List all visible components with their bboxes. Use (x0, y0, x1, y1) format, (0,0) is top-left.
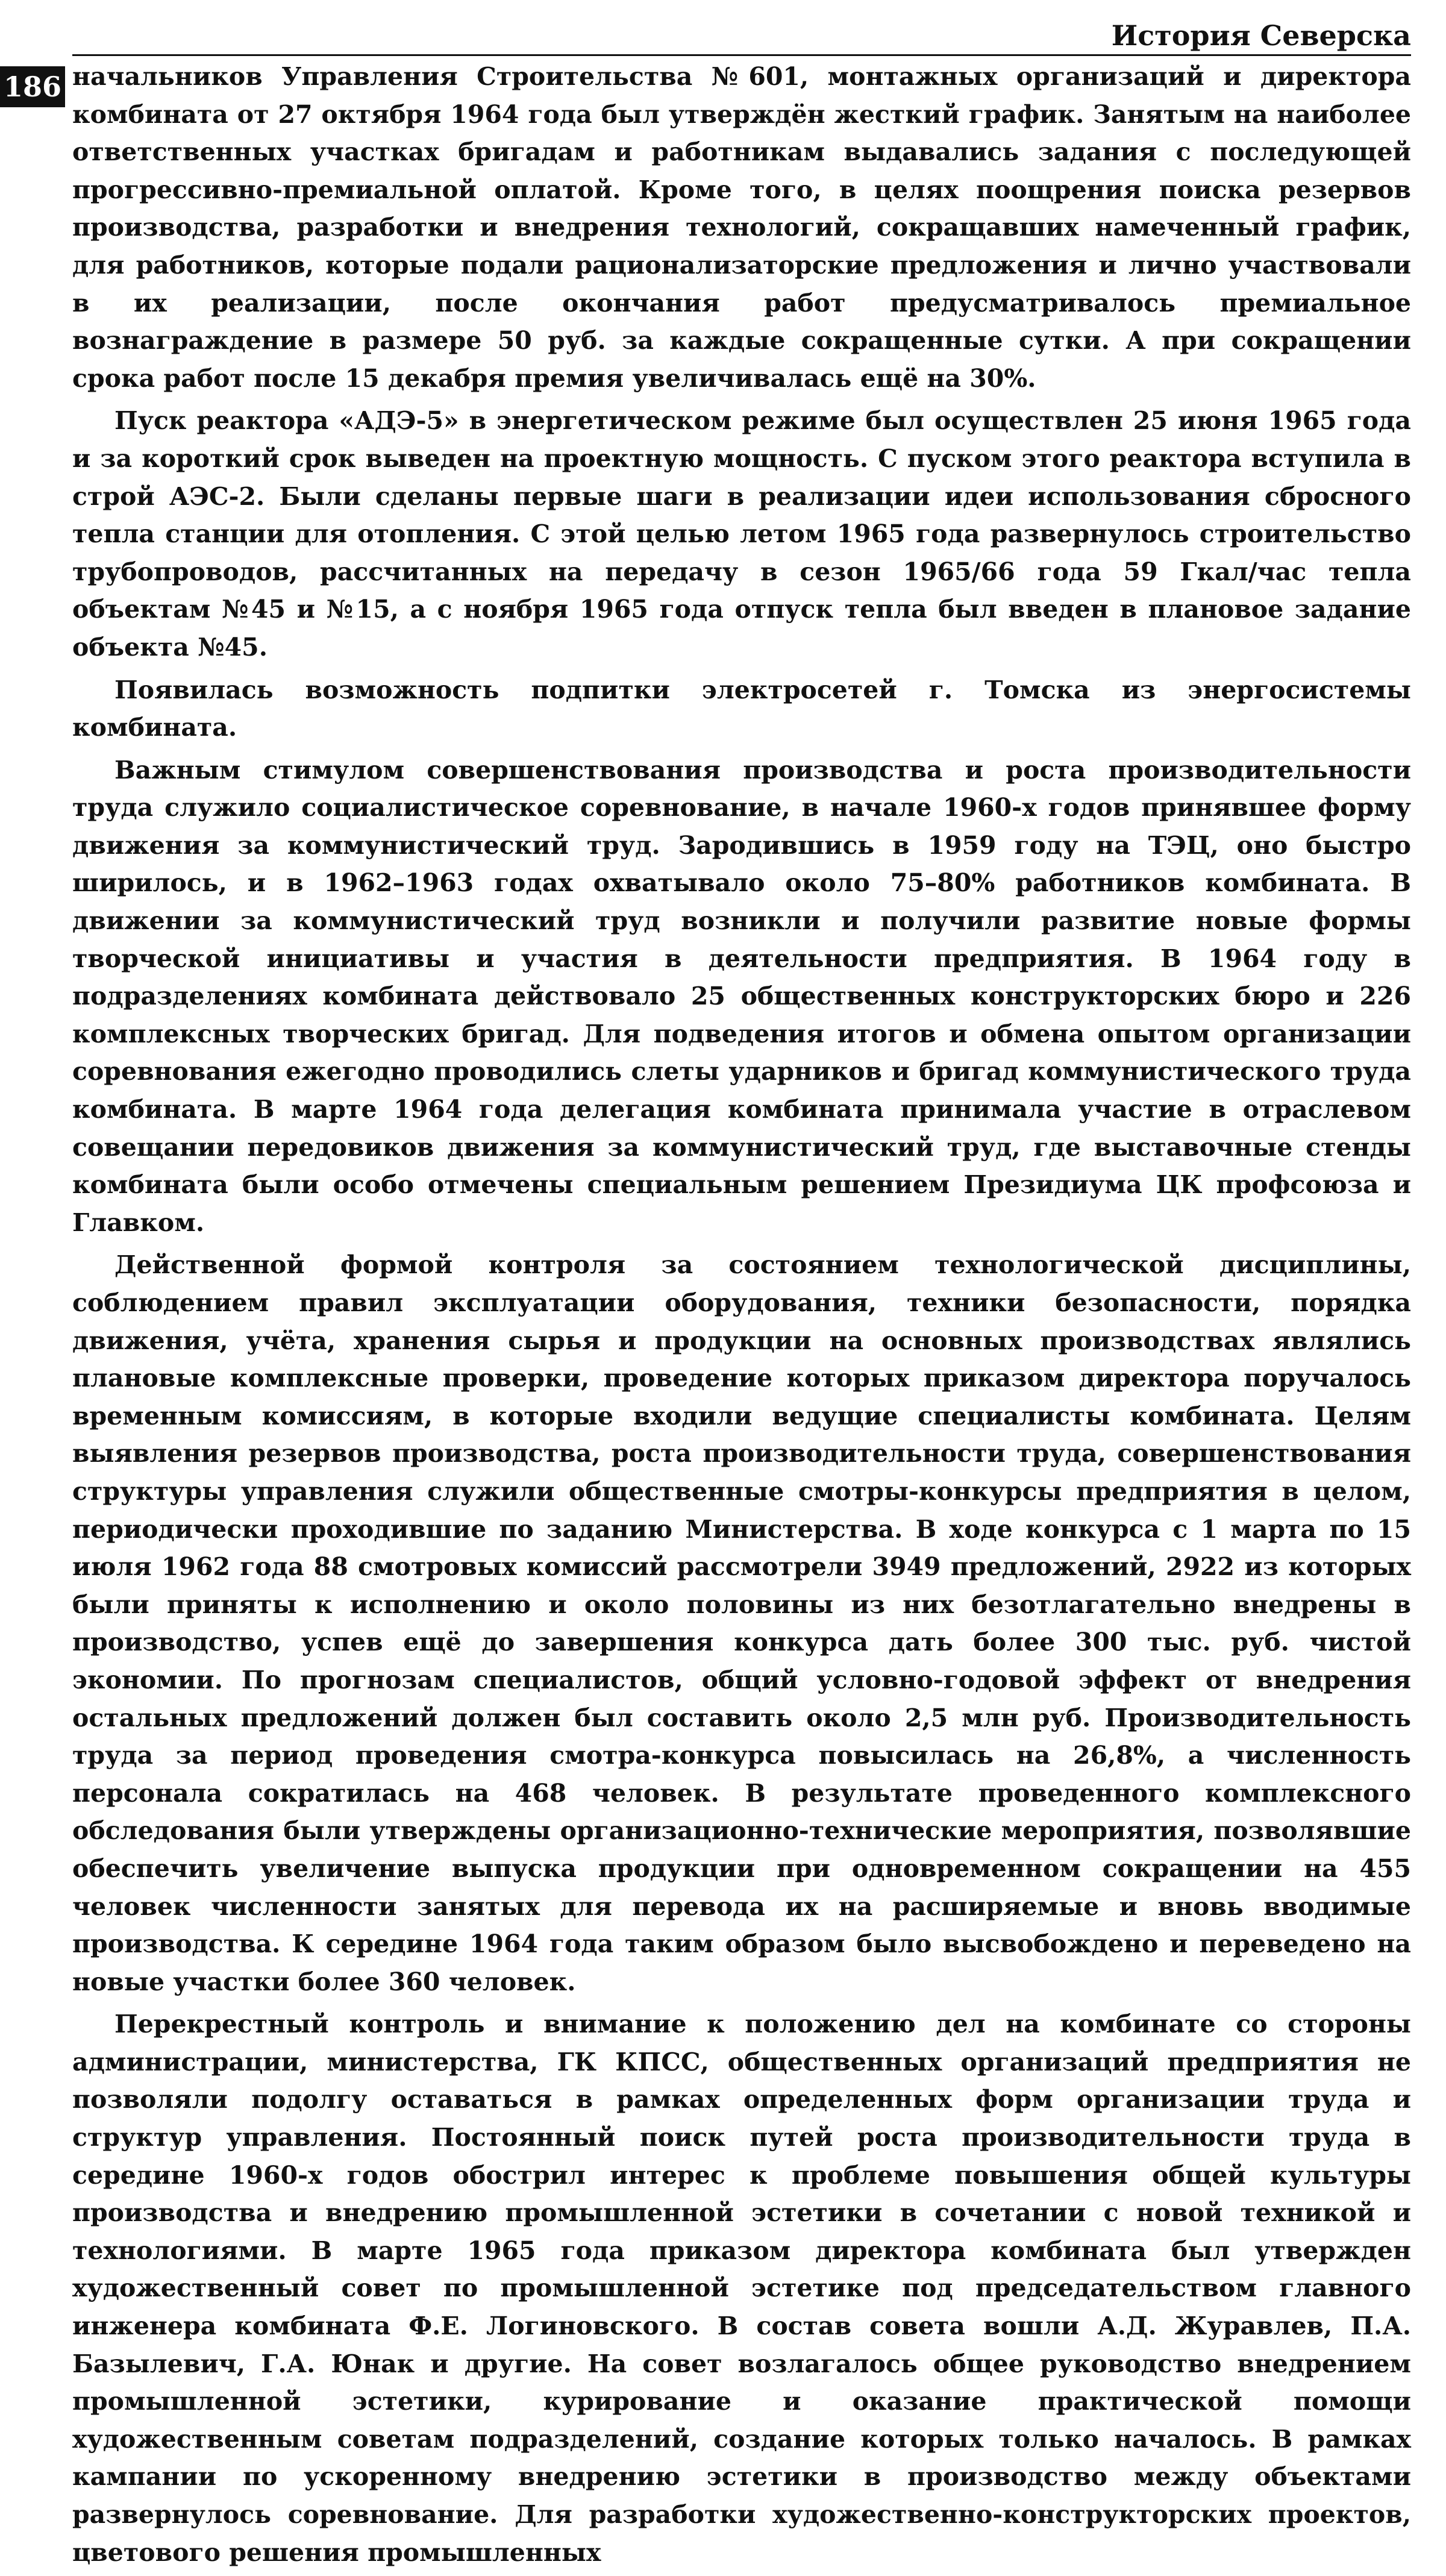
paragraph: Важным стимулом совершенствования производства и роста производительности труда служило социалистическое соревнование, в начале 1960-х годов принявшее форму движения за коммунистический труд. Зародившись в 1959 году на ТЭЦ, оно быстро ширилось, и в 1962–1963 годах охватывало около 75–80% работников комбината. В движении за коммунистический труд возникли и получили развитие новые формы творческой инициативы и участия в деятельности предприятия. В 1964 году в подразделениях комбината действовало 25 общественных конструкторских бюро и 226 комплексных творческих бригад. Для подведения итогов и обмена опытом организации соревнования ежегодно проводились слеты ударников и бригад коммунистического труда комбината. В марте 1964 года делегация комбината принимала участие в отраслевом совещании передовиков движения за коммунистический труд, где выставочные стенды комбината были особо отмечены специальным решением Президиума ЦК профсоюза и Главком. (72, 755, 1411, 1237)
page-number: 186 (0, 66, 65, 107)
paragraph: Действенной формой контроля за состоянием технологической дисциплины, соблюдением правил эксплуатации оборудования, техники безопасности, порядка движения, учёта, хранения сырья и продукции на основных производствах являлись плановые комплексные проверки, проведение которых приказом директора поручалось временным комиссиям, в которые входили ведущие специалисты комбината. Целям выявления резервов производства, роста производительности труда, совершенствования структуры управления служили общественные смотры-конкурсы предприятия в целом, периодически проходившие по заданию Министерства. В ходе конкурса с 1 марта по 15 июля 1962 года 88 смотровых комиссий рассмотрели 3949 предложений, 2922 из которых были приняты к исполнению и около половины из них безотлагательно внедрены в производство, успев ещё до завершения конкурса дать более 300 тыс. руб. чистой экономии. По прогнозам специалистов, общий условно-годовой эффект от внедрения остальных предложений должен был составить около 2,5 млн руб. Производительность труда за период проведения смотра-конкурса повысилась на 26,8%, а численность персонала сократилась на 468 человек. В результате проведенного комплексного обследования были утверждены организационно-технические мероприятия, позволявшие обеспечить увеличение выпуска продукции при одновременном сокращении на 455 человек численности занятых для перевода их на расширяемые и вновь вводимые производства. К середине 1964 года таким образом было высвобождено и переведено на новые участки более 360 человек. (72, 1250, 1411, 1996)
body-text (72, 58, 1411, 2576)
paragraph: Появилась возможность подпитки электросетей г. Томска из энергосистемы комбината. (72, 675, 1411, 742)
running-title: История Северска (1111, 19, 1411, 52)
running-header (72, 6, 1411, 52)
paragraph: Пуск реактора «АДЭ-5» в энергетическом режиме был осуществлен 25 июня 1965 года и за короткий срок выведен на проектную мощность. С пуском этого реактора вступила в строй АЭС-2. Были сделаны первые шаги в реализации идеи использования сбросного тепла станции для отопления. С этой целью летом 1965 года развернулось строительство трубопроводов, рассчитанных на передачу в сезон 1965/66 года 59 Гкал/час тепла объектам №45 и №15, а с ноября 1965 года отпуск тепла был введен в плановое задание объекта №45. (72, 406, 1411, 662)
header-rule (72, 54, 1411, 56)
paragraph: начальников Управления Строительства №601, монтажных организаций и директора комбината от 27 октября 1964 года был утверждён жесткий график. Занятым на наиболее ответственных участках бригадам и работникам выдавались задания с последующей прогрессивно-премиальной оплатой. Кроме того, в целях поощрения поиска резервов производства, разработки и внедрения технологий, сокращавших намеченный график, для работников, которые подали рационализаторские предложения и лично участвовали в их реализации, после окончания работ предусматривалось премиальное вознаграждение в размере 50 руб. за каждые сокращенные сутки. А при сокращении срока работ после 15 декабря премия увеличивалась ещё на 30%. (72, 62, 1411, 393)
paragraph: Перекрестный контроль и внимание к положению дел на комбинате со стороны администрации, министерства, ГК КПСС, общественных организаций предприятия не позволяли подолгу оставаться в рамках определенных форм организации труда и структур управления. Постоянный поиск путей роста производительности труда в середине 1960-х годов обострил интерес к проблеме повышения общей культуры производства и внедрению промышленной эстетики в сочетании с новой техникой и технологиями. В марте 1965 года приказом директора комбината был утвержден художественный совет по промышленной эстетике под председательством главного инженера комбината Ф.Е. Логиновского. В состав совета вошли А.Д. Журавлев, П.А. Базылевич, Г.А. Юнак и другие. На совет возлагалось общее руководство внедрением промышленной эстетики, курирование и оказание практической помощи художественным советам подразделений, создание которых только началось. В рамках кампании по ускоренному внедрению эстетики в производство между объектами развернулось соревнование. Для разработки художественно-конструкторских проектов, цветового решения промышленных (72, 2010, 1411, 2567)
